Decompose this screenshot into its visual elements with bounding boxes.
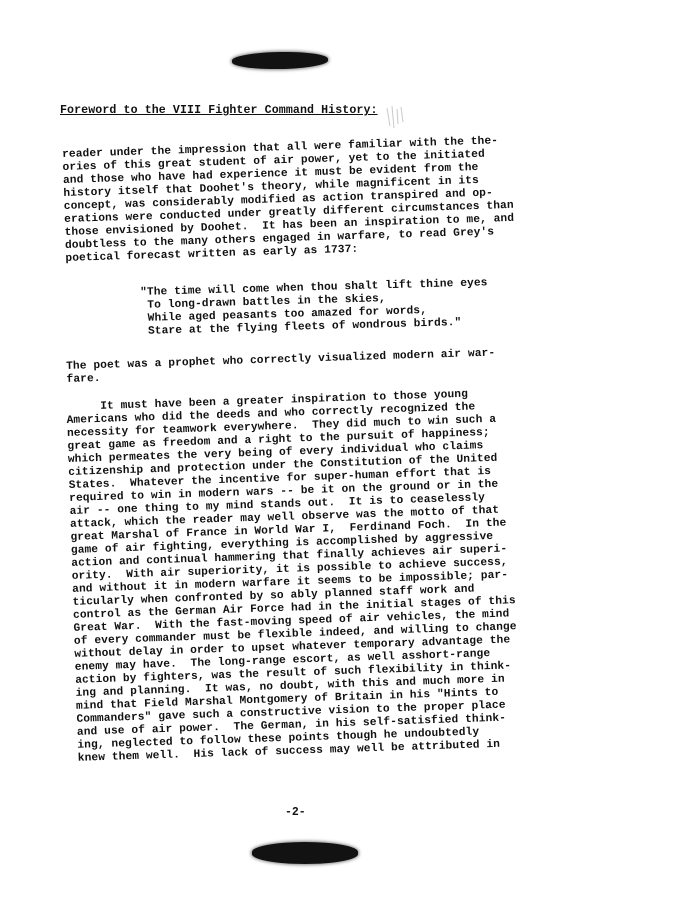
redaction-mark-bottom [252,842,358,864]
paragraph-poet: The poet was a prophet who correctly visualized modern air war- fare. [66,347,496,386]
poem-quote: "The time will come when thou shalt lift thine eyes To long-drawn battles in the skies, While aged peasants too amazed for words, Stare at the flying fleets of wondrous birds." [140,277,488,338]
foreword-heading: Foreword to the VIII Fighter Command History: [60,104,378,117]
redaction-mark-top [232,51,328,70]
page-number: -2- [285,806,306,819]
paragraph-main: It must have been a greater inspiration to those young Americans who did the deeds and who correctly recognized the necessity for teamwork everywhere. They did much to win such a great game as freedom and a right to the pursuit of happiness; which permeates the very being of every individual who claims citizenship and protection under the Constitution of the United States. Whatever the incentive for super-human effort that is required to win in modern wars -- be it on the ground or in the air -- one thing to my mind stands out. It is to ceaselessly attack, which the reader may well observe was the motto of that great Marshal of France in World War I, Ferdinand Foch. In the game of air fighting, everything is accomplished by aggressive action and continual hammering that finally achieves air superi- ority. With air superiority, it is possible to achieve success, and without it in modern warfare it seems to be impossible; par- ticularly when confronted by so ably planned staff work and control as the German Air Force had in the initial stages of this Great War. With the fast-moving speed of air vehicles, the mind of every commander must be flexible indeed, and willing to change without delay in order to upset whatever temporary advantage the enemy may have. The long-range escort, as well asshort-range action by fighters, was the result of such flexibility in think- ing and planning. It was, no doubt, with this and much more in mind that Field Marshal Montgomery of Britain in his "Hints to Commanders" gave such a constructive vision to the proper place and use of air power. The German, in his self-satisfied think- ing, neglected to follow these points though he undoubtedly knew them well. His lack of success may well be attributed in [66,388,517,765]
paragraph-intro: reader under the impression that all were familiar with the the- ories of this great student of air power, yet to the initiated and those who have had experience it must be evident from the history itself that Doohet's theory, while magnificent in its concept, was considerably modified as action transpired and op- erations were conducted under greatly different circumstances than those envisioned by Doohet. It has been an inspiration to me, and doubtless to the many others engaged in warfare, to read Grey's poetical forecast written as early as 1737: [62,135,515,265]
scribble-mark [384,104,406,130]
